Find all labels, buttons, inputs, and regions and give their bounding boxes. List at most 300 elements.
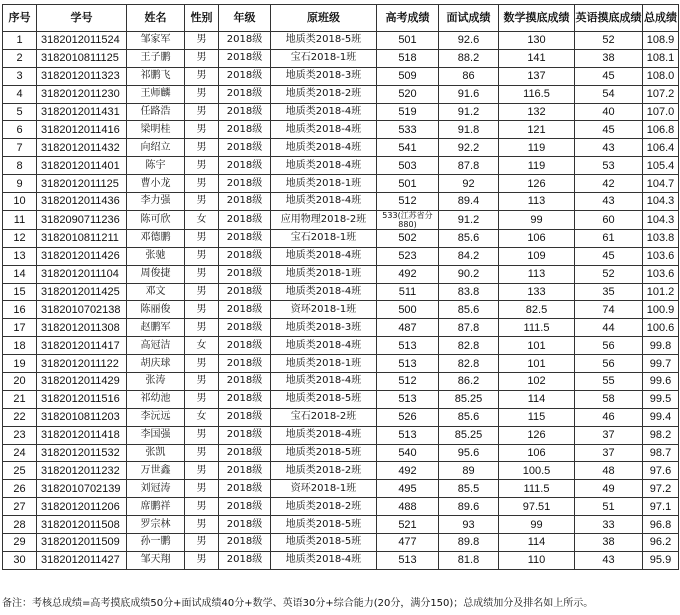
cell-math-score: 99 [499, 210, 575, 229]
cell-student-id: 3182012011516 [37, 390, 127, 408]
cell-gaokao-score: 513 [377, 390, 439, 408]
cell-name: 胡庆球 [127, 355, 185, 373]
cell-interview-score: 91.2 [439, 210, 499, 229]
cell-interview-score: 90.2 [439, 265, 499, 283]
cell-student-id: 3182012011432 [37, 139, 127, 157]
cell-gaokao-score: 509 [377, 67, 439, 85]
cell-name: 李沅远 [127, 408, 185, 426]
cell-total-score: 95.9 [643, 551, 679, 569]
cell-original-class: 地质类2018-5班 [271, 534, 377, 552]
cell-original-class: 地质类2018-4班 [271, 103, 377, 121]
table-row [3, 229, 679, 247]
cell-english-score: 35 [575, 283, 643, 301]
cell-total-score: 99.8 [643, 337, 679, 355]
cell-english-score: 60 [575, 210, 643, 229]
table-row [3, 426, 679, 444]
cell-math-score: 137 [499, 67, 575, 85]
cell-student-id: 3182012011425 [37, 283, 127, 301]
cell-grade: 2018级 [219, 444, 271, 462]
cell-interview-score: 89.8 [439, 534, 499, 552]
cell-grade: 2018级 [219, 355, 271, 373]
cell-interview-score: 91.8 [439, 121, 499, 139]
cell-gaokao-score: 477 [377, 534, 439, 552]
cell-student-id: 3182012011509 [37, 534, 127, 552]
cell-student-id: 3182090711236 [37, 210, 127, 229]
cell-gender: 男 [185, 462, 219, 480]
cell-gaokao-score: 533 [377, 121, 439, 139]
cell-original-class: 地质类2018-4班 [271, 121, 377, 139]
cell-math-score: 141 [499, 49, 575, 67]
cell-name: 邓文 [127, 283, 185, 301]
cell-interview-score: 85.6 [439, 301, 499, 319]
table-row [3, 319, 679, 337]
cell-student-id: 3182010811203 [37, 408, 127, 426]
cell-student-id: 3182012011417 [37, 337, 127, 355]
cell-name: 赵鹏军 [127, 319, 185, 337]
cell-english-score: 38 [575, 49, 643, 67]
cell-student-id: 3182012011104 [37, 265, 127, 283]
cell-total-score: 103.8 [643, 229, 679, 247]
cell-english-score: 52 [575, 32, 643, 50]
cell-index: 7 [3, 139, 37, 157]
cell-total-score: 99.6 [643, 373, 679, 391]
table-row [3, 516, 679, 534]
cell-math-score: 101 [499, 337, 575, 355]
cell-original-class: 地质类2018-3班 [271, 67, 377, 85]
col-header-english-score: 英语摸底成绩 [575, 5, 643, 32]
cell-interview-score: 86.2 [439, 373, 499, 391]
table-row [3, 265, 679, 283]
cell-name: 祁幼池 [127, 390, 185, 408]
cell-grade: 2018级 [219, 390, 271, 408]
table-body [3, 32, 679, 570]
cell-total-score: 99.4 [643, 408, 679, 426]
cell-total-score: 99.5 [643, 390, 679, 408]
cell-name: 孙一鹏 [127, 534, 185, 552]
cell-total-score: 107.2 [643, 85, 679, 103]
cell-name: 陈宇 [127, 157, 185, 175]
cell-gender: 男 [185, 444, 219, 462]
cell-student-id: 3182010702139 [37, 480, 127, 498]
cell-name: 张凯 [127, 444, 185, 462]
cell-math-score: 97.51 [499, 498, 575, 516]
cell-total-score: 101.2 [643, 283, 679, 301]
cell-gender: 男 [185, 49, 219, 67]
cell-interview-score: 87.8 [439, 157, 499, 175]
cell-index: 2 [3, 49, 37, 67]
table-row [3, 67, 679, 85]
table-row [3, 337, 679, 355]
cell-english-score: 74 [575, 301, 643, 319]
col-header-index: 序号 [3, 5, 37, 32]
cell-index: 25 [3, 462, 37, 480]
cell-gaokao-score: 503 [377, 157, 439, 175]
cell-gender: 男 [185, 498, 219, 516]
cell-total-score: 103.6 [643, 265, 679, 283]
cell-gaokao-score: 540 [377, 444, 439, 462]
cell-index: 30 [3, 551, 37, 569]
cell-index: 16 [3, 301, 37, 319]
cell-gender: 男 [185, 426, 219, 444]
cell-grade: 2018级 [219, 32, 271, 50]
cell-total-score: 108.9 [643, 32, 679, 50]
table-row [3, 462, 679, 480]
cell-english-score: 42 [575, 175, 643, 193]
cell-original-class: 地质类2018-5班 [271, 516, 377, 534]
cell-name: 张驰 [127, 247, 185, 265]
cell-grade: 2018级 [219, 103, 271, 121]
cell-english-score: 40 [575, 103, 643, 121]
cell-math-score: 100.5 [499, 462, 575, 480]
cell-gaokao-score: 511 [377, 283, 439, 301]
cell-gaokao-score: 541 [377, 139, 439, 157]
cell-english-score: 53 [575, 157, 643, 175]
col-header-math-score: 数学摸底成绩 [499, 5, 575, 32]
cell-gender: 女 [185, 408, 219, 426]
cell-interview-score: 92.6 [439, 32, 499, 50]
col-header-student-id: 学号 [37, 5, 127, 32]
cell-index: 29 [3, 534, 37, 552]
cell-math-score: 121 [499, 121, 575, 139]
cell-gaokao-score: 495 [377, 480, 439, 498]
cell-interview-score: 89.6 [439, 498, 499, 516]
cell-gender: 男 [185, 534, 219, 552]
cell-total-score: 104.7 [643, 175, 679, 193]
cell-interview-score: 91.6 [439, 85, 499, 103]
cell-original-class: 宝石2018-1班 [271, 229, 377, 247]
cell-gender: 男 [185, 265, 219, 283]
cell-gaokao-score: 518 [377, 49, 439, 67]
cell-original-class: 地质类2018-4班 [271, 157, 377, 175]
cell-original-class: 地质类2018-4班 [271, 426, 377, 444]
cell-student-id: 3182012011416 [37, 121, 127, 139]
cell-gaokao-score: 512 [377, 373, 439, 391]
table-row [3, 480, 679, 498]
cell-index: 24 [3, 444, 37, 462]
cell-student-id: 3182012011429 [37, 373, 127, 391]
cell-math-score: 109 [499, 247, 575, 265]
cell-original-class: 地质类2018-4班 [271, 283, 377, 301]
cell-gender: 男 [185, 175, 219, 193]
cell-english-score: 46 [575, 408, 643, 426]
table-row [3, 355, 679, 373]
cell-index: 1 [3, 32, 37, 50]
cell-index: 14 [3, 265, 37, 283]
cell-interview-score: 89 [439, 462, 499, 480]
cell-total-score: 97.1 [643, 498, 679, 516]
cell-name: 曹小龙 [127, 175, 185, 193]
cell-total-score: 104.3 [643, 193, 679, 211]
cell-name: 向绍立 [127, 139, 185, 157]
cell-total-score: 108.0 [643, 67, 679, 85]
cell-gender: 男 [185, 139, 219, 157]
cell-student-id: 3182012011532 [37, 444, 127, 462]
cell-gender: 男 [185, 32, 219, 50]
cell-interview-score: 92.2 [439, 139, 499, 157]
cell-original-class: 地质类2018-2班 [271, 462, 377, 480]
cell-index: 5 [3, 103, 37, 121]
cell-grade: 2018级 [219, 193, 271, 211]
cell-math-score: 119 [499, 157, 575, 175]
cell-math-score: 102 [499, 373, 575, 391]
cell-english-score: 37 [575, 444, 643, 462]
cell-grade: 2018级 [219, 408, 271, 426]
cell-total-score: 105.4 [643, 157, 679, 175]
cell-original-class: 地质类2018-5班 [271, 444, 377, 462]
cell-math-score: 114 [499, 390, 575, 408]
cell-name: 祁鹏飞 [127, 67, 185, 85]
cell-total-score: 97.2 [643, 480, 679, 498]
cell-name: 罗宗林 [127, 516, 185, 534]
table-row [3, 157, 679, 175]
cell-total-score: 97.6 [643, 462, 679, 480]
cell-grade: 2018级 [219, 247, 271, 265]
cell-original-class: 地质类2018-4班 [271, 247, 377, 265]
cell-grade: 2018级 [219, 229, 271, 247]
cell-interview-score: 82.8 [439, 355, 499, 373]
cell-gaokao-score: 523 [377, 247, 439, 265]
cell-name: 邹家军 [127, 32, 185, 50]
cell-original-class: 地质类2018-4班 [271, 139, 377, 157]
col-header-interview-score: 面试成绩 [439, 5, 499, 32]
cell-name: 李力强 [127, 193, 185, 211]
table-row [3, 498, 679, 516]
cell-interview-score: 88.2 [439, 49, 499, 67]
cell-original-class: 地质类2018-5班 [271, 32, 377, 50]
cell-original-class: 地质类2018-2班 [271, 85, 377, 103]
cell-gender: 男 [185, 193, 219, 211]
cell-gender: 男 [185, 283, 219, 301]
cell-grade: 2018级 [219, 139, 271, 157]
cell-original-class: 应用物理2018-2班 [271, 210, 377, 229]
cell-student-id: 3182012011418 [37, 426, 127, 444]
cell-interview-score: 83.8 [439, 283, 499, 301]
cell-interview-score: 91.2 [439, 103, 499, 121]
cell-math-score: 115 [499, 408, 575, 426]
cell-gender: 男 [185, 551, 219, 569]
cell-total-score: 104.3 [643, 210, 679, 229]
cell-grade: 2018级 [219, 319, 271, 337]
footnote: 备注：考核总成绩=高考摸底成绩50分+面试成绩40分+数学、英语30分+综合能力(20分，满分150)；总成绩加分及排名如上所示。 [2, 598, 594, 609]
cell-grade: 2018级 [219, 175, 271, 193]
cell-name: 邹天翔 [127, 551, 185, 569]
table-row [3, 373, 679, 391]
cell-gaokao-score: 513 [377, 426, 439, 444]
table-row [3, 193, 679, 211]
col-header-original-class: 原班级 [271, 5, 377, 32]
table-row [3, 103, 679, 121]
cell-index: 10 [3, 193, 37, 211]
col-header-gaokao-score: 高考成绩 [377, 5, 439, 32]
cell-gaokao-score: 533(江苏省分880) [377, 210, 439, 229]
cell-total-score: 107.0 [643, 103, 679, 121]
cell-interview-score: 85.5 [439, 480, 499, 498]
cell-english-score: 51 [575, 498, 643, 516]
cell-grade: 2018级 [219, 67, 271, 85]
cell-gaokao-score: 519 [377, 103, 439, 121]
col-header-grade: 年级 [219, 5, 271, 32]
cell-grade: 2018级 [219, 462, 271, 480]
cell-total-score: 98.7 [643, 444, 679, 462]
cell-english-score: 55 [575, 373, 643, 391]
cell-english-score: 37 [575, 426, 643, 444]
cell-gender: 男 [185, 480, 219, 498]
cell-english-score: 45 [575, 121, 643, 139]
cell-name: 周俊捷 [127, 265, 185, 283]
cell-student-id: 3182012011427 [37, 551, 127, 569]
cell-index: 11 [3, 210, 37, 229]
cell-index: 8 [3, 157, 37, 175]
cell-index: 19 [3, 355, 37, 373]
cell-interview-score: 89.4 [439, 193, 499, 211]
cell-name: 陈丽俊 [127, 301, 185, 319]
cell-original-class: 地质类2018-4班 [271, 337, 377, 355]
cell-gaokao-score: 487 [377, 319, 439, 337]
cell-math-score: 113 [499, 193, 575, 211]
cell-interview-score: 85.25 [439, 426, 499, 444]
cell-grade: 2018级 [219, 516, 271, 534]
cell-math-score: 126 [499, 175, 575, 193]
cell-student-id: 3182012011122 [37, 355, 127, 373]
cell-total-score: 96.8 [643, 516, 679, 534]
cell-original-class: 地质类2018-4班 [271, 193, 377, 211]
cell-index: 22 [3, 408, 37, 426]
cell-gender: 男 [185, 121, 219, 139]
cell-grade: 2018级 [219, 121, 271, 139]
cell-math-score: 119 [499, 139, 575, 157]
cell-total-score: 99.7 [643, 355, 679, 373]
cell-student-id: 3182012011508 [37, 516, 127, 534]
cell-original-class: 地质类2018-1班 [271, 265, 377, 283]
cell-gender: 男 [185, 67, 219, 85]
cell-english-score: 45 [575, 247, 643, 265]
cell-name: 李国强 [127, 426, 185, 444]
cell-gaokao-score: 492 [377, 265, 439, 283]
cell-student-id: 3182010702138 [37, 301, 127, 319]
table-row [3, 175, 679, 193]
cell-student-id: 3182012011125 [37, 175, 127, 193]
cell-index: 13 [3, 247, 37, 265]
cell-grade: 2018级 [219, 498, 271, 516]
cell-gaokao-score: 513 [377, 355, 439, 373]
table-row [3, 390, 679, 408]
cell-math-score: 110 [499, 551, 575, 569]
cell-english-score: 58 [575, 390, 643, 408]
cell-original-class: 地质类2018-1班 [271, 355, 377, 373]
cell-gaokao-score: 500 [377, 301, 439, 319]
cell-english-score: 44 [575, 319, 643, 337]
cell-original-class: 地质类2018-4班 [271, 551, 377, 569]
cell-name: 刘冠涛 [127, 480, 185, 498]
cell-gender: 男 [185, 103, 219, 121]
table-row [3, 301, 679, 319]
table-row [3, 85, 679, 103]
cell-original-class: 资环2018-1班 [271, 301, 377, 319]
cell-grade: 2018级 [219, 337, 271, 355]
cell-gender: 男 [185, 247, 219, 265]
cell-total-score: 100.6 [643, 319, 679, 337]
cell-english-score: 56 [575, 355, 643, 373]
cell-english-score: 49 [575, 480, 643, 498]
score-table [2, 4, 679, 570]
cell-index: 17 [3, 319, 37, 337]
cell-student-id: 3182012011436 [37, 193, 127, 211]
cell-gender: 男 [185, 373, 219, 391]
cell-grade: 2018级 [219, 210, 271, 229]
cell-interview-score: 93 [439, 516, 499, 534]
cell-student-id: 3182012011524 [37, 32, 127, 50]
cell-total-score: 96.2 [643, 534, 679, 552]
cell-gender: 男 [185, 516, 219, 534]
cell-gaokao-score: 492 [377, 462, 439, 480]
table-row [3, 444, 679, 462]
cell-original-class: 宝石2018-2班 [271, 408, 377, 426]
cell-student-id: 3182012011308 [37, 319, 127, 337]
cell-interview-score: 87.8 [439, 319, 499, 337]
cell-math-score: 99 [499, 516, 575, 534]
cell-gender: 女 [185, 337, 219, 355]
cell-total-score: 106.4 [643, 139, 679, 157]
cell-interview-score: 92 [439, 175, 499, 193]
cell-student-id: 3182012011232 [37, 462, 127, 480]
col-header-total-score: 总成绩 [643, 5, 679, 32]
table-row [3, 408, 679, 426]
table-row [3, 210, 679, 229]
cell-english-score: 38 [575, 534, 643, 552]
cell-name: 陈可欣 [127, 210, 185, 229]
cell-name: 席鹏祥 [127, 498, 185, 516]
table-row [3, 32, 679, 50]
cell-name: 邓德鹏 [127, 229, 185, 247]
col-header-gender: 性别 [185, 5, 219, 32]
cell-index: 4 [3, 85, 37, 103]
cell-index: 20 [3, 373, 37, 391]
cell-interview-score: 95.6 [439, 444, 499, 462]
cell-gaokao-score: 526 [377, 408, 439, 426]
cell-student-id: 3182012011401 [37, 157, 127, 175]
cell-original-class: 地质类2018-5班 [271, 390, 377, 408]
cell-index: 27 [3, 498, 37, 516]
cell-gaokao-score: 512 [377, 193, 439, 211]
cell-gaokao-score: 501 [377, 175, 439, 193]
cell-english-score: 52 [575, 265, 643, 283]
cell-student-id: 3182010811125 [37, 49, 127, 67]
cell-math-score: 111.5 [499, 480, 575, 498]
cell-interview-score: 84.2 [439, 247, 499, 265]
cell-interview-score: 85.6 [439, 229, 499, 247]
cell-index: 26 [3, 480, 37, 498]
cell-original-class: 地质类2018-4班 [271, 373, 377, 391]
cell-math-score: 106 [499, 444, 575, 462]
cell-english-score: 43 [575, 551, 643, 569]
cell-index: 9 [3, 175, 37, 193]
cell-english-score: 61 [575, 229, 643, 247]
cell-english-score: 54 [575, 85, 643, 103]
cell-interview-score: 85.25 [439, 390, 499, 408]
cell-math-score: 101 [499, 355, 575, 373]
table-row [3, 121, 679, 139]
cell-interview-score: 85.6 [439, 408, 499, 426]
cell-grade: 2018级 [219, 85, 271, 103]
table-row [3, 534, 679, 552]
cell-name: 王子鹏 [127, 49, 185, 67]
cell-total-score: 98.2 [643, 426, 679, 444]
cell-name: 张涛 [127, 373, 185, 391]
cell-index: 3 [3, 67, 37, 85]
cell-gaokao-score: 502 [377, 229, 439, 247]
cell-grade: 2018级 [219, 534, 271, 552]
cell-gender: 男 [185, 157, 219, 175]
